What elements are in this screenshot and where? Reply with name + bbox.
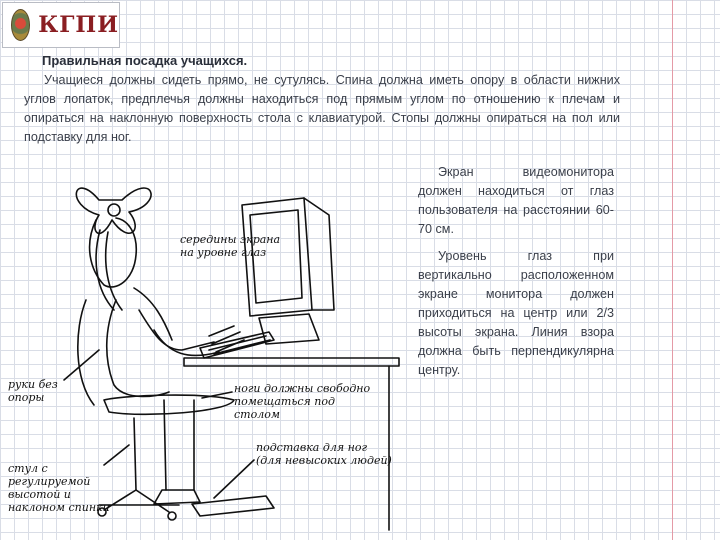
slide-heading: Правильная посадка учащихся. (42, 53, 248, 68)
side-paragraph-eye-level: Уровень глаз при вертикально расположенном экране монитора должен приходиться на центр или 2/3 высоты экрана. Линия взора должна быть перпендикулярна центру. (418, 249, 614, 377)
intro-text: Учащиеся должны сидеть прямо, не сутулясь. Спина должна иметь опору в области нижних углов лопаток, предплечья должны находиться под прямым углом по отношению к плечам и опираться на наклонную поверхность стола с клавиатурой. Стопы должны опираться на пол или подставку для ног. (24, 73, 620, 144)
side-paragraph-distance: Экран видеомонитора должен находиться от глаз пользователя на расстоянии 60-70 см. (418, 165, 614, 236)
label-screen-center: середины экрана на уровне глаз (180, 233, 281, 259)
posture-illustration (4, 160, 409, 536)
side-text (418, 163, 614, 388)
hair-strand (96, 230, 114, 310)
label-arms: руки без опоры (8, 378, 58, 404)
label-legs: ноги должны свободно помещаться под столом (234, 382, 371, 421)
notebook-margin-line (672, 0, 673, 540)
desk-top (184, 358, 399, 366)
logo (2, 2, 120, 48)
intro-paragraph (24, 71, 620, 147)
emblem-icon (11, 9, 30, 41)
chair-backrest (78, 300, 94, 405)
label-footrest: подставка для ног (для невысоких людей) (256, 441, 392, 467)
logo-text: КГПИ (38, 12, 119, 38)
bow-knot (108, 204, 120, 216)
upper-arm (139, 310, 214, 350)
label-chair: стул с регулируемой высотой и наклоном спинки (8, 462, 110, 514)
feet (154, 490, 200, 504)
footrest (192, 496, 274, 516)
chair-seat (104, 395, 234, 414)
hair-strand-2 (106, 232, 122, 310)
chair-wheel-2 (168, 512, 176, 520)
monitor-stand (259, 314, 319, 344)
chair-column (134, 418, 136, 490)
arrow-footrest (214, 460, 254, 498)
hair-bow (76, 188, 151, 233)
